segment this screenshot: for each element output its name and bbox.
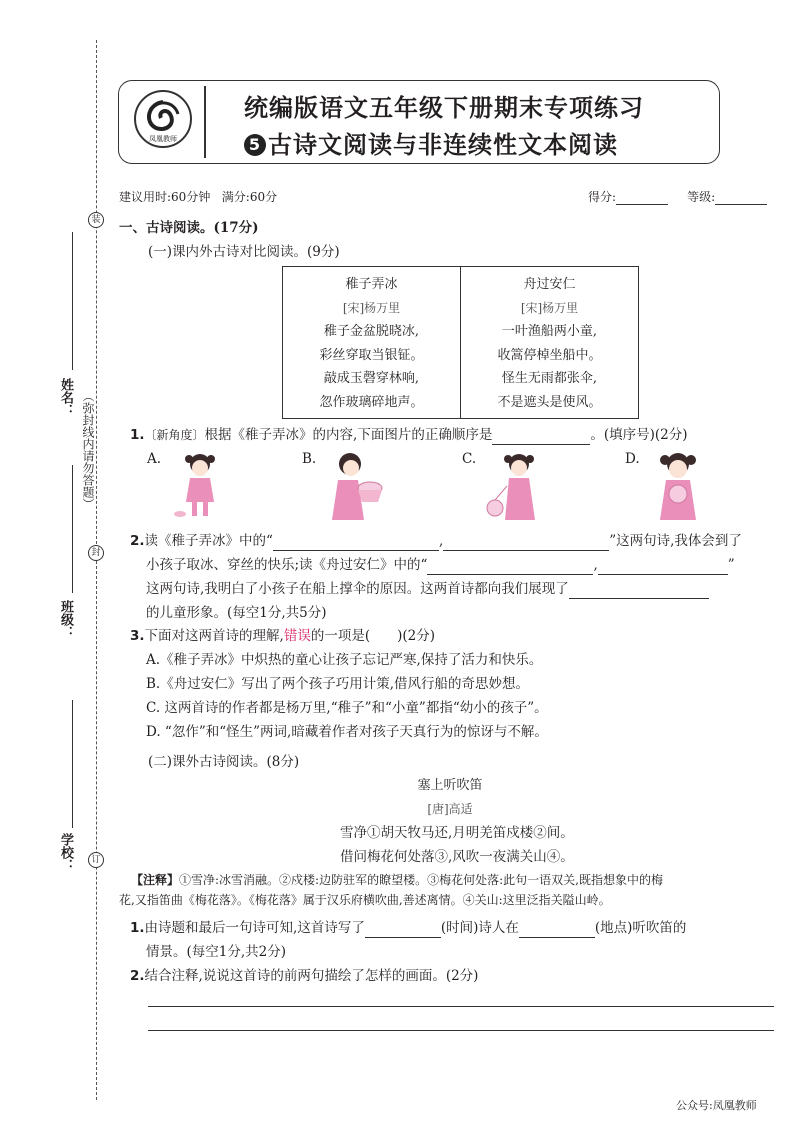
q1-answer-blank[interactable]: [492, 444, 590, 445]
option-b-label: B.: [302, 451, 317, 467]
svg-text:凤凰教师: 凤凰教师: [149, 135, 177, 143]
poem-b-line: 一叶渔船两小童,: [501, 324, 598, 339]
picture-option-b[interactable]: [324, 450, 386, 526]
name-label: 姓名：: [58, 378, 73, 417]
page-title: 统编版语文五年级下册期末专项练习: [244, 94, 644, 122]
section-heading: 一、古诗阅读。(17分): [119, 220, 259, 236]
question-1: 1.〔新角度〕根据《稚子弄冰》的内容,下面图片的正确顺序是 。(填序号)(2分): [130, 427, 688, 443]
question-3: 3.下面对这两首诗的理解,错误的一项是( )(2分): [130, 628, 435, 644]
footer: 公众号:凤凰教师: [676, 1099, 757, 1112]
error-keyword: 错误: [283, 628, 311, 644]
q4-blank-place[interactable]: [519, 937, 595, 938]
poem-b-line: 收篙停棹坐船中。: [497, 347, 602, 363]
option-d-label: D.: [625, 451, 640, 467]
page-subtitle: 5 古诗文阅读与非连续性文本阅读: [244, 125, 618, 160]
poem-table: [282, 266, 639, 419]
binding-note: （弥封线内请勿答题）: [81, 390, 95, 510]
poem-a-line: 忽作玻璃碎地声。: [319, 394, 424, 410]
name-line: [72, 232, 73, 370]
seal-mark-middle: 封: [88, 545, 104, 561]
picture-option-d[interactable]: [648, 450, 710, 526]
option-c-label: C.: [462, 451, 477, 467]
poem-a-line: 彩丝穿取当银钲。: [319, 347, 424, 363]
poem-c-line-2: 借问梅花何处落③,风吹一夜满关山④。: [340, 849, 574, 865]
poem-a: [283, 267, 461, 419]
q4-blank-time[interactable]: [365, 937, 441, 938]
poem-a-line: 敲成玉磬穿林响,: [323, 371, 420, 386]
question-2-2: 2.结合注释,说说这首诗的前两句描绘了怎样的画面。(2分): [130, 968, 479, 984]
q3-option-b[interactable]: B.《舟过安仁》写出了两个孩子巧用计策,借风行船的奇思妙想。: [146, 676, 530, 692]
answer-line[interactable]: [148, 1030, 774, 1031]
poem-a-line: 稚子金盆脱晓冰,: [323, 324, 420, 339]
meta-info: 建议用时:60分钟 满分:60分: [119, 190, 278, 204]
header-divider: [204, 86, 206, 158]
poem-c-author: [唐]高适: [427, 802, 473, 816]
q3-option-a[interactable]: A.《稚子弄冰》中炽热的童心让孩子忘记严寒,保持了活力和快乐。: [146, 652, 543, 668]
seal-mark-top: 装: [88, 212, 104, 228]
q3-option-d[interactable]: D. “忽作”和“怪生”两词,暗藏着作者对孩子天真行为的惊讶与不解。: [146, 724, 548, 740]
annotation: 【注释】①雪净:冰雪消融。②戍楼:边防驻军的瞭望楼。③梅花何处落:此句一语双关,既指想象中的梅 花,又指笛曲《梅花落》。《梅花落》属于汉乐府横吹曲,善述离情。④关山:这里泛指关隘山岭。: [119, 873, 663, 907]
poem-a-author: [宋]杨万里: [342, 300, 401, 315]
q2-blank-2[interactable]: [443, 550, 609, 551]
poem-b-line: 不是遮头是使风。: [497, 394, 602, 410]
q2-blank-4[interactable]: [598, 574, 728, 575]
answer-line[interactable]: [148, 1006, 774, 1007]
part2-heading: (二)课外古诗阅读。(8分): [148, 754, 300, 770]
score-label: 得分:: [588, 190, 617, 204]
seal-mark-bottom: 订: [88, 852, 104, 868]
poem-b: [461, 267, 639, 419]
class-line: [72, 465, 73, 593]
q2-blank-1[interactable]: [273, 550, 439, 551]
question-2-1: 1.由诗题和最后一句诗可知,这首诗写了 (时间)诗人在 (地点)听吹笛的 情景。(每空1分,共2分): [130, 920, 687, 960]
poem-a-title: 稚子弄冰: [345, 277, 398, 292]
number-badge: 5: [244, 134, 266, 156]
poem-b-line: 怪生无雨都张伞,: [501, 371, 598, 386]
poem-c-line-1: 雪净①胡天牧马还,月明羌笛戍楼②间。: [340, 825, 574, 841]
score-grade: [588, 188, 767, 205]
grade-blank[interactable]: [715, 204, 767, 205]
class-label: 班级：: [58, 600, 73, 639]
picture-option-a[interactable]: [170, 450, 232, 526]
school-label: 学校：: [58, 833, 73, 872]
poem-b-title: 舟过安仁: [523, 277, 576, 292]
q3-option-c[interactable]: C. 这两首诗的作者都是杨万里,“稚子”和“小童”都指“幼小的孩子”。: [146, 700, 548, 716]
q2-blank-3[interactable]: [427, 574, 593, 575]
score-blank[interactable]: [616, 204, 668, 205]
logo: [126, 84, 200, 158]
question-2: 2.读《稚子弄冰》中的“ , ”这两句诗,我体会到了 小孩子取冰、穿丝的快乐;读《舟过安仁》中的“ , ” 这两句诗,我明白了小孩子在船上撑伞的原因。这两首诗都向我们展现了 的儿童形象。(每空1分,共5分): [130, 533, 742, 621]
q2-blank-5[interactable]: [569, 598, 709, 599]
poem-b-author: [宋]杨万里: [520, 300, 579, 315]
picture-option-c[interactable]: [485, 450, 547, 526]
binding-dashed-line: [96, 40, 97, 1100]
part1-heading: (一)课内外古诗对比阅读。(9分): [148, 244, 340, 260]
grade-label: 等级:: [687, 190, 716, 204]
poem-c-title: 塞上听吹笛: [417, 778, 483, 793]
option-a-label: A.: [147, 451, 162, 467]
